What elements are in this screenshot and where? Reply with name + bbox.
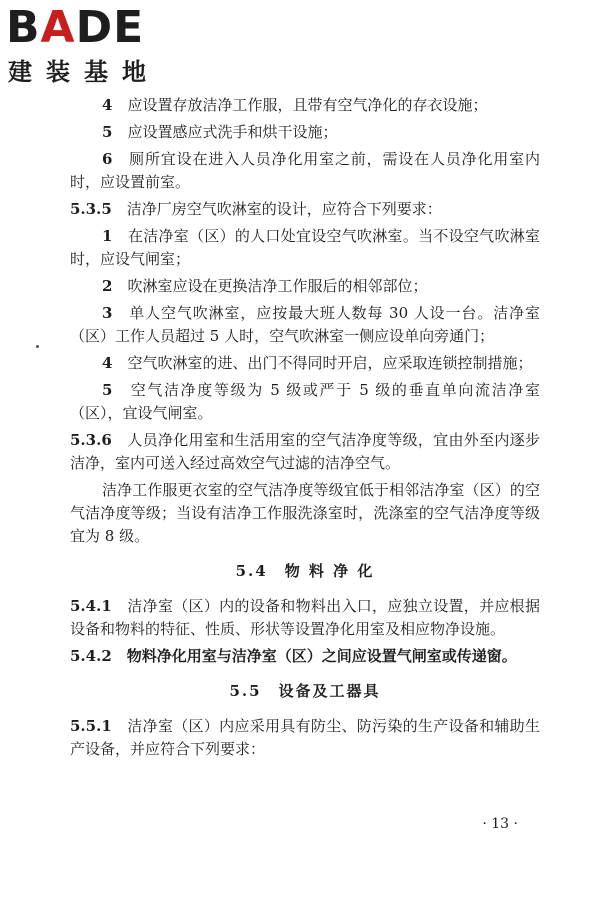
list-item: 3 单人空气吹淋室，应按最大班人数每 30 人设一台。洁净室（区）工作人员超过 5 人时，空气吹淋室一侧应设单向旁通门； bbox=[70, 304, 540, 345]
list-item: 6 厕所宜设在进入人员净化用室之前，需设在人员净化用室内时，应设置前室。 bbox=[70, 150, 540, 191]
list-item: 5 空气洁净度等级为 5 级或严于 5 级的垂直单向流洁净室（区），宜设气闸室。 bbox=[70, 381, 540, 422]
list-item: 4 空气吹淋室的进、出门不得同时开启，应采取连锁控制措施； bbox=[102, 354, 533, 372]
list-item: 4 应设置存放洁净工作服，且带有空气净化的存衣设施； bbox=[102, 96, 488, 114]
clause-5-3-6: 5.3.6 人员净化用室和生活用室的空气洁净度等级，宜由外至内逐步洁净，室内可送入经过高效空气过滤的洁净空气。 bbox=[70, 431, 540, 472]
list-item: 1 在洁净室（区）的人口处宜设空气吹淋室。当不设空气吹淋室时，应设气闸室； bbox=[70, 227, 540, 268]
clause-5-3-5: 5.3.5 洁净厂房空气吹淋室的设计，应符合下列要求： bbox=[70, 200, 442, 218]
clause-5-4-2: 5.4.2 物料净化用室与洁净室（区）之间应设置气闸室或传递窗。 bbox=[70, 647, 517, 665]
page-number: · 13 · bbox=[482, 816, 518, 832]
scan-speck bbox=[36, 345, 39, 348]
section-heading-5-5: 5.5 设备及工器具 bbox=[229, 682, 381, 700]
bade-logo bbox=[6, 4, 176, 90]
clause-5-5-1: 5.5.1 洁净室（区）内应采用具有防尘、防污染的生产设备和辅助生产设备，并应符合下列要求： bbox=[70, 717, 540, 758]
section-heading-5-4: 5.4 物 料 净 化 bbox=[235, 562, 375, 580]
paragraph: 洁净工作服更衣室的空气洁净度等级宜低于相邻洁净室（区）的空气洁净度等级；当设有洁净工作服洗涤室时，洗涤室的空气洁净度等级宜为 8 级。 bbox=[70, 481, 540, 545]
list-item: 2 吹淋室应设在更换洁净工作服后的相邻部位； bbox=[102, 277, 428, 295]
logo-wordmark: BADE bbox=[6, 2, 145, 53]
document-body bbox=[70, 94, 540, 765]
list-item: 5 应设置感应式洗手和烘干设施； bbox=[102, 123, 338, 141]
logo-subtitle: 建装基地 bbox=[8, 58, 160, 86]
clause-5-4-1: 5.4.1 洁净室（区）内的设备和物料出入口，应独立设置，并应根据设备和物料的特征、性质、形状等设置净化用室及相应物净设施。 bbox=[70, 597, 540, 638]
